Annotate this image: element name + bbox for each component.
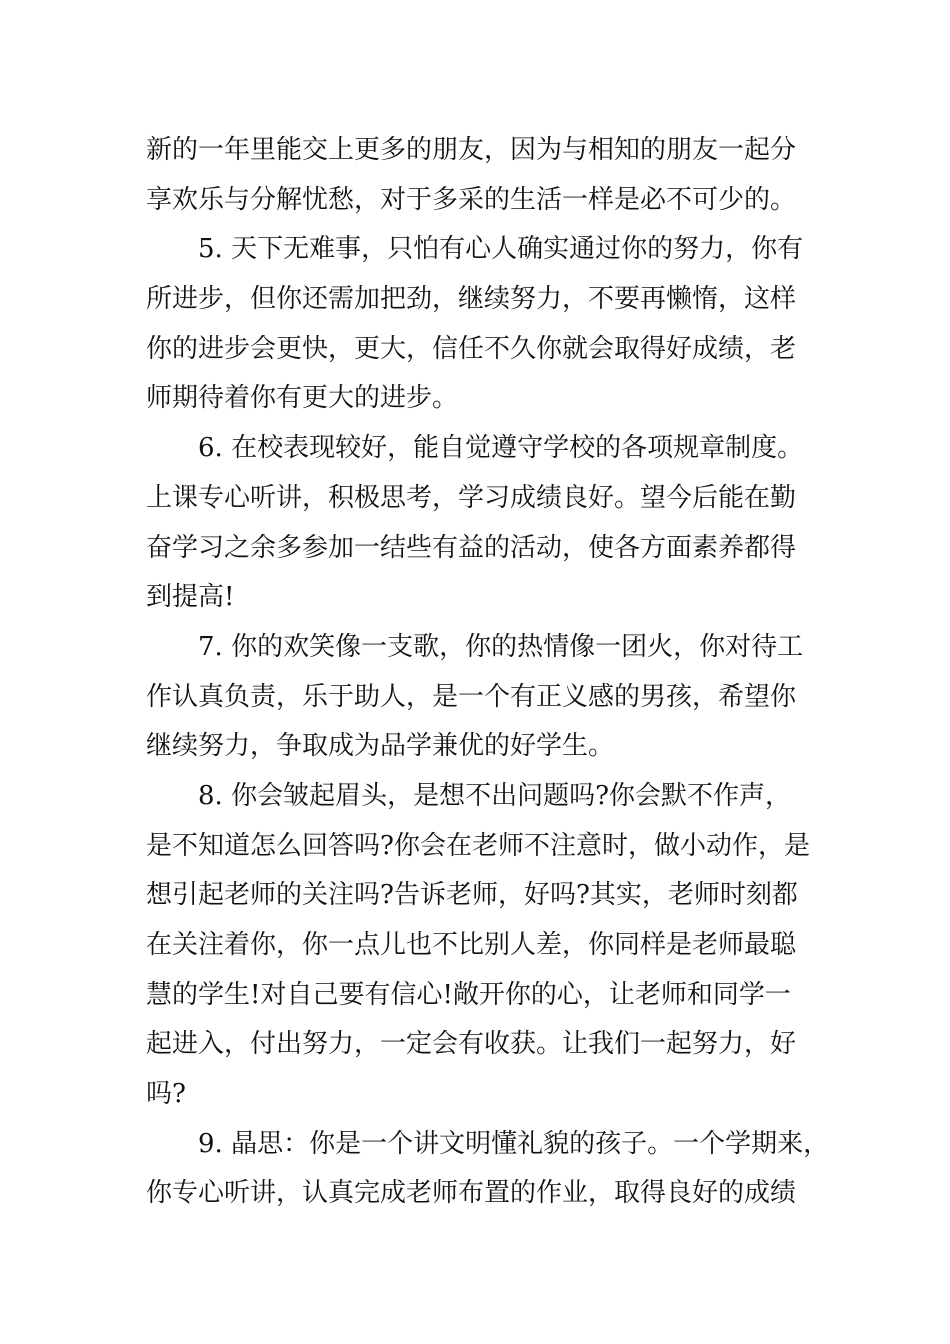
text-line: 师期待着你有更大的进步。 (146, 383, 459, 414)
text-line: 慧的学生!对自己要有信心!敞开你的心，让老师和同学一 (146, 979, 791, 1010)
paragraph-start-8: 8. 你会皱起眉头，是想不出问题吗?你会默不作声， (198, 780, 792, 811)
text-line: 作认真负责，乐于助人，是一个有正义感的男孩，希望你 (146, 681, 797, 712)
text-line: 想引起老师的关注吗?告诉老师，好吗?其实，老师时刻都 (146, 880, 798, 911)
document-body (146, 126, 830, 1219)
paragraph-start-9: 9. 晶思：你是一个讲文明懂礼貌的孩子。一个学期来， (198, 1128, 830, 1159)
paragraph-start-7: 7. 你的欢笑像一支歌，你的热情像一团火，你对待工 (198, 631, 804, 662)
text-line: 上课专心听讲，积极思考，学习成绩良好。望今后能在勤 (146, 482, 797, 513)
text-line: 起进入，付出努力，一定会有收获。让我们一起努力，好 (146, 1029, 797, 1060)
text-line: 你的进步会更快，更大，信任不久你就会取得好成绩，老 (146, 333, 797, 364)
text-line: 到提高! (146, 582, 235, 613)
text-line: 奋学习之余多参加一结些有益的活动，使各方面素养都得 (146, 532, 797, 563)
text-line: 在关注着你，你一点儿也不比别人差，你同样是老师最聪 (146, 930, 797, 960)
text-line: 是不知道怎么回答吗?你会在老师不注意时，做小动作，是 (146, 830, 810, 861)
text-line: 吗? (146, 1079, 186, 1110)
text-line: 继续努力，争取成为品学兼优的好学生。 (146, 731, 615, 762)
text-line: 新的一年里能交上更多的朋友，因为与相知的朋友一起分 (146, 135, 797, 165)
paragraph-start-6: 6. 在校表现较好，能自觉遵守学校的各项规章制度。 (198, 433, 804, 464)
text-line: 享欢乐与分解忧愁，对于多采的生活一样是必不可少的。 (146, 184, 797, 215)
text-line: 你专心听讲，认真完成老师布置的作业，取得良好的成绩 (146, 1178, 797, 1209)
paragraph-start-5: 5. 天下无难事，只怕有心人确实通过你的努力，你有 (198, 234, 804, 265)
text-line: 所进步，但你还需加把劲，继续努力，不要再懒惰，这样 (146, 284, 797, 315)
